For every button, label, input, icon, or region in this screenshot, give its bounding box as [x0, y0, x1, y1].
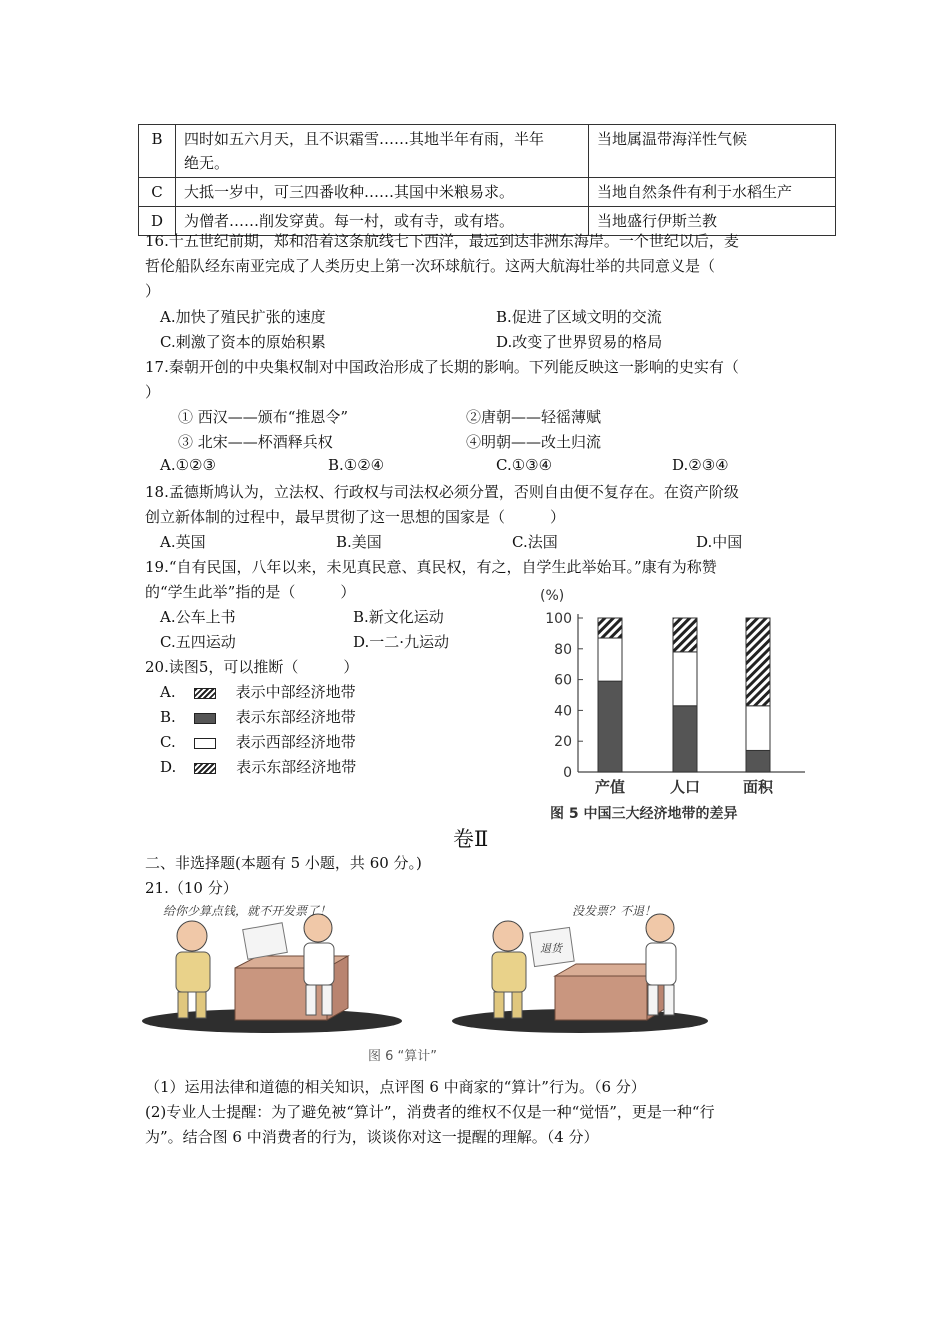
- table-row: [139, 125, 836, 178]
- option-quote: 四时如五六月天，且不识霜雪……其地半年有雨，半年 绝无。: [176, 125, 589, 178]
- hatch-pattern-icon: [194, 688, 216, 699]
- option-answer: 当地盛行伊斯兰教: [589, 207, 836, 236]
- option-answer: 当地属温带海洋性气候: [589, 125, 836, 178]
- section-title: 二、非选择题(本题有 5 小题，共 60 分。): [145, 854, 422, 872]
- cartoon-left-panel: [142, 914, 402, 1033]
- q17-item-1: ① 西汉——颁布“推恩令”: [178, 408, 349, 426]
- option-key: C: [139, 178, 176, 207]
- speech-bubble-left: 给你少算点钱，就不开发票了！: [163, 904, 332, 918]
- bar-segment: [673, 706, 697, 772]
- bar-segment: [598, 638, 622, 681]
- q16-stem-line2: 哲伦船队经东南亚完成了人类历史上第一次环球航行。这两大航海壮举的共同意义是（: [145, 257, 716, 275]
- q21-sub1: （1）运用法律和道德的相关知识，点评图 6 中商家的“算计”行为。（6 分）: [145, 1078, 646, 1096]
- q19-option-b: B.新文化运动: [353, 608, 444, 626]
- q18-option-d: D.中国: [696, 533, 743, 551]
- q17-option-c: C.①③④: [496, 456, 553, 474]
- q16-option-b: B.促进了区域文明的交流: [496, 308, 662, 326]
- hatch-pattern-icon: [194, 763, 216, 774]
- bar-segment: [746, 618, 770, 706]
- q20-option-b: B. 表示东部经济地带: [160, 708, 356, 726]
- bar-segment: [598, 681, 622, 772]
- q17-option-b: B.①②④: [328, 456, 385, 474]
- q17-option-d: D.②③④: [672, 456, 729, 474]
- q19-option-d: D.一二·九运动: [353, 633, 450, 651]
- q19-option-c: C.五四运动: [160, 633, 236, 651]
- q16-stem-line1: 16.十五世纪前期，郑和沿着这条航线七下西洋，最远到达非洲东海岸。一个世纪以后，麦: [145, 232, 739, 250]
- speech-bubble-right: 没发票？不退！: [572, 904, 657, 918]
- figure-6-cartoon: [140, 898, 740, 1038]
- q21-sub2-line2: 为”。结合图 6 中消费者的行为，谈谈你对这一提醒的理解。（4 分）: [145, 1128, 599, 1146]
- bar-segment: [598, 618, 622, 638]
- cartoon-right-panel: [452, 914, 708, 1033]
- q20-option-a: A. 表示中部经济地带: [160, 683, 356, 701]
- option-quote: 大抵一岁中，可三四番收种……其国中米粮易求。: [176, 178, 589, 207]
- option-quote: 为僧者……削发穿黄。每一村，或有寺，或有塔。: [176, 207, 589, 236]
- figure-6-caption: 图 6 “算计”: [368, 1049, 438, 1064]
- option-key: D: [139, 207, 176, 236]
- option-answer: 当地自然条件有利于水稻生产: [589, 178, 836, 207]
- chart-title: 图 5 中国三大经济地带的差异: [550, 806, 738, 822]
- q18-option-b: B.美国: [336, 533, 382, 551]
- bar-segment: [746, 706, 770, 751]
- question-15-table: [138, 124, 836, 236]
- y-tick-label: 40: [554, 703, 572, 720]
- q18-option-a: A.英国: [160, 533, 206, 551]
- q21-title: 21.（10 分）: [145, 879, 238, 897]
- x-tick-label: 产值: [594, 778, 626, 796]
- q17-stem-line1: 17.秦朝开创的中央集权制对中国政治形成了长期的影响。下列能反映这一影响的史实有（: [145, 358, 739, 376]
- q17-item-3: ③ 北宋——杯酒释兵权: [178, 433, 333, 451]
- q16-option-a: A.加快了殖民扩张的速度: [160, 308, 326, 326]
- q17-stem-line2: ）: [145, 383, 161, 401]
- q17-option-a: A.①②③: [160, 456, 216, 474]
- q18-option-c: C.法国: [512, 533, 558, 551]
- q19-option-a: A.公车上书: [160, 608, 236, 626]
- y-tick-label: 100: [545, 611, 572, 627]
- x-tick-label: 人口: [669, 778, 701, 796]
- x-tick-label: 面积: [742, 778, 774, 796]
- figure-5-chart: [520, 582, 820, 827]
- y-tick-label: 60: [554, 672, 572, 689]
- q18-stem-line2: 创立新体制的过程中，最早贯彻了这一思想的国家是（ ）: [145, 508, 566, 526]
- q18-stem-line1: 18.孟德斯鸠认为，立法权、行政权与司法权必须分置，否则自由便不复存在。在资产阶级: [145, 483, 739, 501]
- q20-stem: 20.读图5，可以推断（ ）: [145, 658, 359, 676]
- q17-item-2: ②唐朝——轻徭薄赋: [466, 408, 602, 426]
- solid-pattern-icon: [194, 713, 216, 724]
- y-tick-label: 80: [554, 641, 572, 658]
- q16-option-d: D.改变了世界贸易的格局: [496, 333, 663, 351]
- q19-stem-line2: 的“学生此举”指的是（ ）: [145, 583, 356, 601]
- q19-stem-line1: 19.“自有民国，八年以来，未见真民意、真民权，有之，自学生此举始耳。”康有为称赞: [145, 558, 717, 576]
- q20-option-d: D. 表示东部经济地带: [160, 758, 357, 776]
- blank-pattern-icon: [194, 738, 216, 749]
- table-row: [139, 178, 836, 207]
- q16-option-c: C.刺激了资本的原始积累: [160, 333, 326, 351]
- y-tick-label: 20: [554, 734, 572, 751]
- q17-item-4: ④明朝——改土归流: [466, 433, 602, 451]
- bar-segment: [673, 652, 697, 706]
- q21-sub2-line1: (2)专业人士提醒：为了避免被“算计”，消费者的维权不仅是一种“觉悟”，更是一种“行: [145, 1103, 715, 1121]
- section-header: 卷Ⅱ: [453, 827, 489, 851]
- option-key: B: [139, 125, 176, 178]
- box-label: 退货: [540, 942, 562, 955]
- bar-segment: [746, 750, 770, 772]
- y-tick-label: 0: [563, 765, 572, 781]
- bar-segment: [673, 618, 697, 652]
- q16-stem-line3: ）: [145, 282, 161, 300]
- q20-option-c: C. 表示西部经济地带: [160, 733, 356, 751]
- y-axis-label: (%): [540, 588, 565, 604]
